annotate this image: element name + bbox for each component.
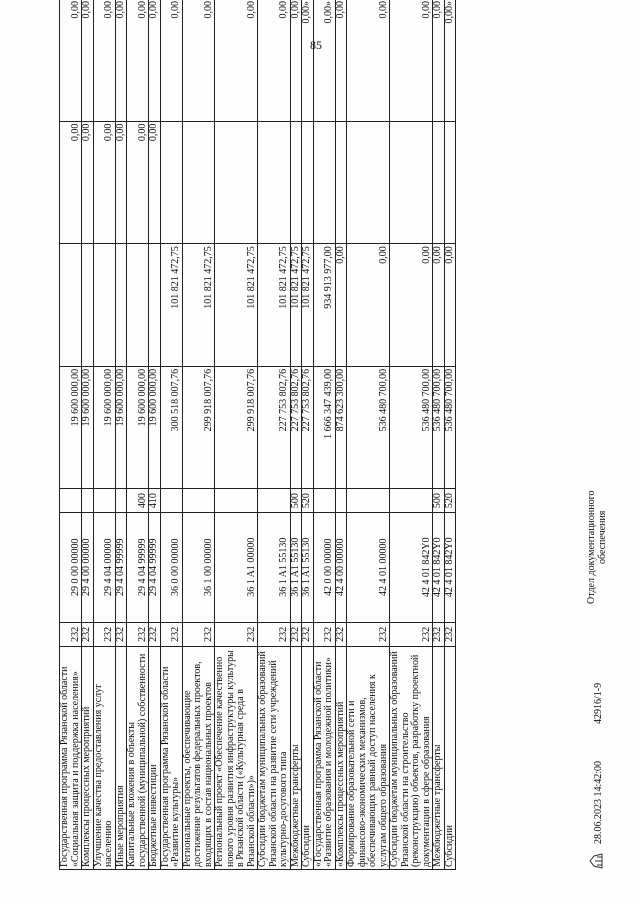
row-expense-type: 520 — [444, 489, 456, 512]
row-amount-c: 0,00 — [93, 121, 115, 244]
row-amount-d: 0,00 — [347, 0, 390, 121]
row-amount-b — [127, 244, 149, 367]
row-expense-type: 500 — [290, 489, 302, 512]
row-ministry: 232 — [149, 622, 161, 646]
row-amount-b: 101 821 472,75 — [258, 244, 291, 367]
row-amount-a: 874 623 300,00 — [335, 366, 347, 489]
row-amount-d: 0,00 — [82, 0, 94, 121]
table-row — [60, 0, 82, 870]
row-amount-b: 101 821 472,75 — [160, 244, 182, 367]
row-ministry: 232 — [444, 622, 456, 646]
row-expense-type: 500 — [433, 489, 445, 512]
row-code: 29 4 04 99999 — [149, 512, 161, 622]
row-name: Капитальные вложения в объекты государственной (муниципальной) собственности — [127, 646, 149, 869]
row-code: 36 1 A1 55130 — [258, 512, 291, 622]
row-ministry: 232 — [115, 622, 127, 646]
row-code: 29 4 00 00000 — [82, 512, 94, 622]
row-expense-type — [93, 489, 115, 512]
row-code: 29 0 00 00000 — [60, 512, 82, 622]
row-name: Субсидии бюджетам муниципальных образований Рязанской области на строительство (реконструкцию) объектов, разработку проектной документации в сфере образования — [390, 646, 433, 869]
row-ministry: 232 — [290, 622, 302, 646]
row-amount-c — [347, 121, 390, 244]
row-amount-d: 0,00 — [335, 0, 347, 121]
row-amount-a: 19 600 000,00 — [115, 366, 127, 489]
row-amount-d: 0,00 — [215, 0, 258, 121]
table-row — [93, 0, 115, 870]
row-code: 42 0 00 00000 — [313, 512, 335, 622]
row-amount-b: 101 821 472,75 — [302, 244, 314, 367]
row-amount-a: 19 600 000,00 — [127, 366, 149, 489]
row-name: Межбюджетные трансферты — [290, 646, 302, 869]
row-amount-c — [290, 121, 302, 244]
row-amount-c — [215, 121, 258, 244]
emblem-icon — [588, 852, 604, 870]
row-amount-d: 0,00 — [182, 0, 215, 121]
table-row — [258, 0, 291, 870]
row-name: Региональные проекты, обеспечивающие достижение результатов федеральных проектов, входящих в состав национальных проектов — [182, 646, 215, 869]
row-code: 36 1 A1 00000 — [215, 512, 258, 622]
row-amount-d: 0,00» — [313, 0, 335, 121]
row-expense-type — [160, 489, 182, 512]
budget-table — [59, 0, 456, 870]
row-amount-d: 0,00 — [115, 0, 127, 121]
row-amount-c — [160, 121, 182, 244]
row-amount-c: 0,00 — [127, 121, 149, 244]
row-code: 42 4 00 00000 — [335, 512, 347, 622]
row-ministry: 232 — [127, 622, 149, 646]
row-amount-a: 536 480 700,00 — [347, 366, 390, 489]
table-row — [335, 0, 347, 870]
row-name: Формирование образовательной сети и финансово-экономических механизмов, обеспечивающих равный доступ населения к услугам общего образования — [347, 646, 390, 869]
row-expense-type — [115, 489, 127, 512]
row-name: Межбюджетные трансферты — [433, 646, 445, 869]
row-amount-b: 934 913 977,00 — [313, 244, 335, 367]
stamp-line-1: Отдел документационного — [586, 490, 597, 604]
row-amount-a: 227 753 802,76 — [302, 366, 314, 489]
table-row — [182, 0, 215, 870]
row-amount-d: 0,00 — [160, 0, 182, 121]
row-amount-d: 0,00 — [290, 0, 302, 121]
row-amount-d: 0,00 — [93, 0, 115, 121]
row-amount-a: 536 480 700,00 — [433, 366, 445, 489]
row-amount-d: 0,00» — [444, 0, 456, 121]
row-code: 36 0 00 00000 — [160, 512, 182, 622]
row-expense-type: 410 — [149, 489, 161, 512]
table-row — [215, 0, 258, 870]
row-amount-d: 0,00 — [149, 0, 161, 121]
row-amount-a: 227 753 802,76 — [290, 366, 302, 489]
row-code: 42 4 01 842Y0 — [433, 512, 445, 622]
table-row — [149, 0, 161, 870]
row-amount-b: 0,00 — [433, 244, 445, 367]
row-amount-b: 101 821 472,75 — [182, 244, 215, 367]
row-code: 42 4 01 842Y0 — [390, 512, 433, 622]
row-amount-d: 0,00 — [390, 0, 433, 121]
row-code: 36 1 A1 55130 — [302, 512, 314, 622]
row-amount-b — [115, 244, 127, 367]
row-amount-b: 101 821 472,75 — [215, 244, 258, 367]
row-amount-a: 19 600 000,00 — [149, 366, 161, 489]
row-amount-c — [258, 121, 291, 244]
stamp-line-2: обеспечения — [597, 510, 608, 564]
row-name: Иные мероприятия — [115, 646, 127, 869]
row-code: 29 4 04 00000 — [93, 512, 115, 622]
row-amount-b — [60, 244, 82, 367]
table-row — [347, 0, 390, 870]
row-name: Комплексы процессных мероприятий — [82, 646, 94, 869]
row-amount-a: 299 918 007,76 — [182, 366, 215, 489]
row-amount-b — [93, 244, 115, 367]
row-amount-d: 0,00 — [60, 0, 82, 121]
row-amount-a: 299 918 007,76 — [215, 366, 258, 489]
row-amount-c — [313, 121, 335, 244]
row-amount-d: 0,00 — [433, 0, 445, 121]
row-expense-type: 400 — [127, 489, 149, 512]
row-amount-c: 0,00 — [115, 121, 127, 244]
row-code: 29 4 04 99999 — [115, 512, 127, 622]
row-expense-type — [347, 489, 390, 512]
table-body — [60, 0, 456, 870]
row-code: 29 4 04 99999 — [127, 512, 149, 622]
row-expense-type — [82, 489, 94, 512]
row-ministry: 232 — [302, 622, 314, 646]
table-row — [115, 0, 127, 870]
row-amount-c — [390, 121, 433, 244]
row-code: 42 4 01 842Y0 — [444, 512, 456, 622]
row-ministry: 232 — [313, 622, 335, 646]
row-ministry: 232 — [93, 622, 115, 646]
row-name: Государственная программа Рязанской области «Социальная защита и поддержка населения» — [60, 646, 82, 869]
row-amount-c: 0,00 — [60, 121, 82, 244]
row-name: Улучшение качества предоставления услуг населению — [93, 646, 115, 869]
row-code: 42 4 01 00000 — [347, 512, 390, 622]
row-ministry: 232 — [390, 622, 433, 646]
row-amount-d: 0,00 — [127, 0, 149, 121]
department-stamp — [586, 491, 608, 604]
row-amount-a: 1 666 347 439,00 — [313, 366, 335, 489]
row-amount-b: 0,00 — [390, 244, 433, 367]
row-amount-b: 0,00 — [335, 244, 347, 367]
row-amount-a: 536 480 700,00 — [444, 366, 456, 489]
row-amount-a: 227 753 802,76 — [258, 366, 291, 489]
row-expense-type — [60, 489, 82, 512]
row-amount-b: 101 821 472,75 — [290, 244, 302, 367]
row-amount-c: 0,00 — [149, 121, 161, 244]
row-ministry: 232 — [160, 622, 182, 646]
table-row — [82, 0, 94, 870]
row-expense-type: 520 — [302, 489, 314, 512]
row-amount-c — [182, 121, 215, 244]
row-ministry: 232 — [433, 622, 445, 646]
table-row — [302, 0, 314, 870]
table-row — [433, 0, 445, 870]
table-row — [444, 0, 456, 870]
row-name: Государственная программа Рязанской области «Развитие культуры» — [160, 646, 182, 869]
row-name: Субсидии — [444, 646, 456, 869]
row-amount-a: 300 518 007,76 — [160, 366, 182, 489]
row-amount-b — [82, 244, 94, 367]
row-amount-c — [335, 121, 347, 244]
row-amount-d: 0,00 — [258, 0, 291, 121]
row-amount-b — [149, 244, 161, 367]
row-name: «Государственная программа Рязанской области «Развитие образования и молодежной политики» — [313, 646, 335, 869]
row-amount-a: 19 600 000,00 — [60, 366, 82, 489]
row-name: Субсидии — [302, 646, 314, 869]
row-ministry: 232 — [182, 622, 215, 646]
row-expense-type — [390, 489, 433, 512]
row-name: Бюджетные инвестиции — [149, 646, 161, 869]
row-code: 36 1 00 00000 — [182, 512, 215, 622]
row-amount-b: 0,00 — [347, 244, 390, 367]
row-expense-type — [313, 489, 335, 512]
row-expense-type — [258, 489, 291, 512]
row-amount-a: 19 600 000,00 — [82, 366, 94, 489]
table-row — [390, 0, 433, 870]
table-row — [313, 0, 335, 870]
row-name: «Комплексы процессных мероприятий — [335, 646, 347, 869]
footer-doc-code: 42916/1-9 — [593, 682, 604, 724]
row-amount-a: 536 480 700,00 — [390, 366, 433, 489]
row-amount-c — [444, 121, 456, 244]
row-name: Субсидии бюджетам муниципальных образований Рязанской области на развитие сети учреждений культурно-досугового типа — [258, 646, 291, 869]
row-ministry: 232 — [215, 622, 258, 646]
row-amount-b: 0,00 — [444, 244, 456, 367]
row-amount-d: 0,00» — [302, 0, 314, 121]
table-row — [127, 0, 149, 870]
row-amount-c: 0,00 — [82, 121, 94, 244]
row-name: Региональный проект «Обеспечение качественно нового уровня развития инфраструктуры культуры в Рязанской области («Культурная среда в Рязанской области»)» — [215, 646, 258, 869]
row-ministry: 232 — [60, 622, 82, 646]
row-expense-type — [335, 489, 347, 512]
row-amount-c — [433, 121, 445, 244]
row-ministry: 232 — [347, 622, 390, 646]
row-ministry: 232 — [82, 622, 94, 646]
page-number: 85 — [310, 38, 322, 52]
row-expense-type — [182, 489, 215, 512]
row-amount-c — [302, 121, 314, 244]
row-amount-a: 19 600 000,00 — [93, 366, 115, 489]
row-expense-type — [215, 489, 258, 512]
table-row — [160, 0, 182, 870]
table-row — [290, 0, 302, 870]
row-ministry: 232 — [258, 622, 291, 646]
footer-datetime: 28.06.2023 14:42:00 — [593, 760, 604, 844]
row-ministry: 232 — [335, 622, 347, 646]
row-code: 36 1 A1 55130 — [290, 512, 302, 622]
